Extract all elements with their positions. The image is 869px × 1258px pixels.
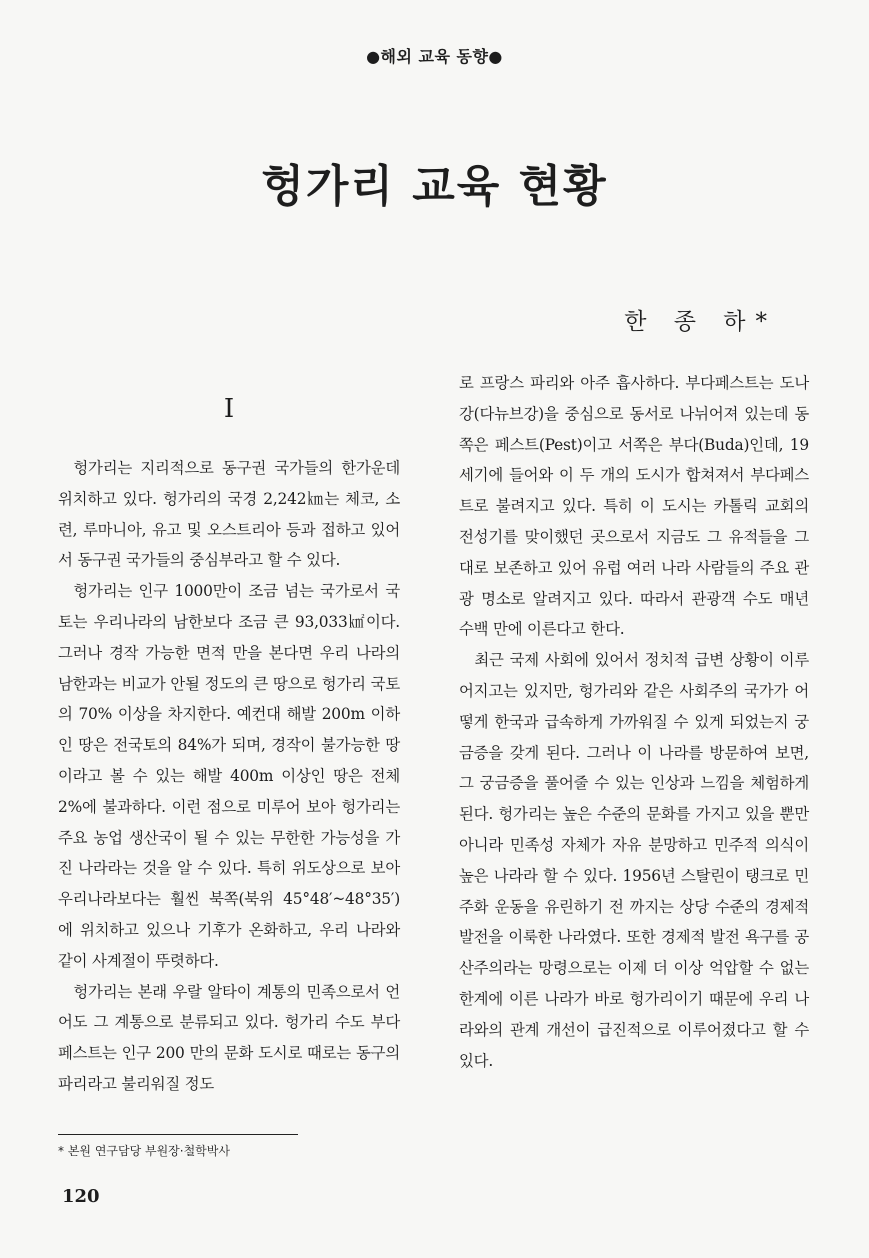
article-title: 헝가리 교육 현황 <box>261 161 608 212</box>
author-name: 한 종 하* <box>624 309 777 335</box>
section-label: ●해외 교육 동향● <box>366 47 503 66</box>
left-column <box>58 453 400 1100</box>
paragraph: 로 프랑스 파리와 아주 흡사하다. 부다페스트는 도나강(다뉴브강)을 중심으로 동서로 나뉘어져 있는데 동쪽은 페스트(Pest)이고 서쪽은 부다(Buda)인데, 19 세기에 들어와 이 두 개의 도시가 합쳐져서 부다페스트로 불려지고 있다. 특히 이 도시는 카톨릭 교회의 전성기를 맞이했던 곳으로서 지금도 그 유적들을 그대로 보존하고 있어 유럽 여러 나라 사람들의 주요 관광 명소로 알려지고 있다. 따라서 관광객 수도 매년 수백 만에 이른다고 한다. <box>459 374 809 639</box>
page-number: 120 <box>62 1186 100 1207</box>
footnote-divider <box>58 1134 298 1135</box>
paragraph: 최근 국제 사회에 있어서 정치적 급변 상황이 이루어지고는 있지만, 헝가리와 같은 사회주의 국가가 어떻게 한국과 급속하게 가까워질 수 있게 되었는지 궁금증을 갖게 된다. 그러나 이 나라를 방문하여 보면, 그 궁금증을 풀어줄 수 있는 인상과 느낌을 체험하게 된다. 헝가리는 높은 수준의 문화를 가지고 있을 뿐만 아니라 민족성 자체가 자유 분망하고 민주적 의식이 높은 나라라 할 수 있다. 1956년 스탈린이 탱크로 민주화 운동을 유린하기 전 까지는 상당 수준의 경제적 발전을 이룩한 나라였다. 또한 경제적 발전 욕구를 공산주의라는 망령으로는 이제 더 이상 억압할 수 없는 한계에 이른 나라가 바로 헝가리이기 때문에 우리 나라와의 관계 개선이 급진적으로 이루어졌다고 할 수 있다. <box>459 651 809 1070</box>
paragraph: 헝가리는 인구 1000만이 조금 넘는 국가로서 국토는 우리나라의 남한보다 조금 큰 93,033㎢이다. 그러나 경작 가능한 면적 만을 본다면 우리 나라의 남한과는 비교가 안될 정도의 큰 땅으로 헝가리 국토의 70% 이상을 차지한다. 예컨대 해발 200m 이하인 땅은 전국토의 84%가 되며, 경작이 불가능한 땅이라고 볼 수 있는 해발 400m 이상인 땅은 전체 2%에 불과하다. 이런 점으로 미루어 보아 헝가리는 주요 농업 생산국이 될 수 있는 무한한 가능성을 가진 나라라는 것을 알 수 있다. 특히 위도상으로 보아 우리나라보다는 훨씬 북쪽(북위 45°48′~48°35′)에 위치하고 있으나 기후가 온화하고, 우리 나라와 같이 사계절이 뚜렷하다. <box>58 582 400 970</box>
footnote: * 본원 연구담당 부원장·철학박사 <box>58 1144 230 1158</box>
right-column <box>459 368 809 1076</box>
paragraph: 헝가리는 본래 우랄 알타이 계통의 민족으로서 언어도 그 계통으로 분류되고 있다. 헝가리 수도 부다페스트는 인구 200 만의 문화 도시로 때로는 동구의 파리라고 불리워질 정도 <box>58 982 400 1093</box>
paragraph: 헝가리는 지리적으로 동구권 국가들의 한가운데 위치하고 있다. 헝가리의 국경 2,242㎞는 체코, 소련, 루마니아, 유고 및 오스트리아 등과 접하고 있어서 동구권 국가들의 중심부라고 할 수 있다. <box>58 459 400 570</box>
section-number: I <box>223 394 235 424</box>
